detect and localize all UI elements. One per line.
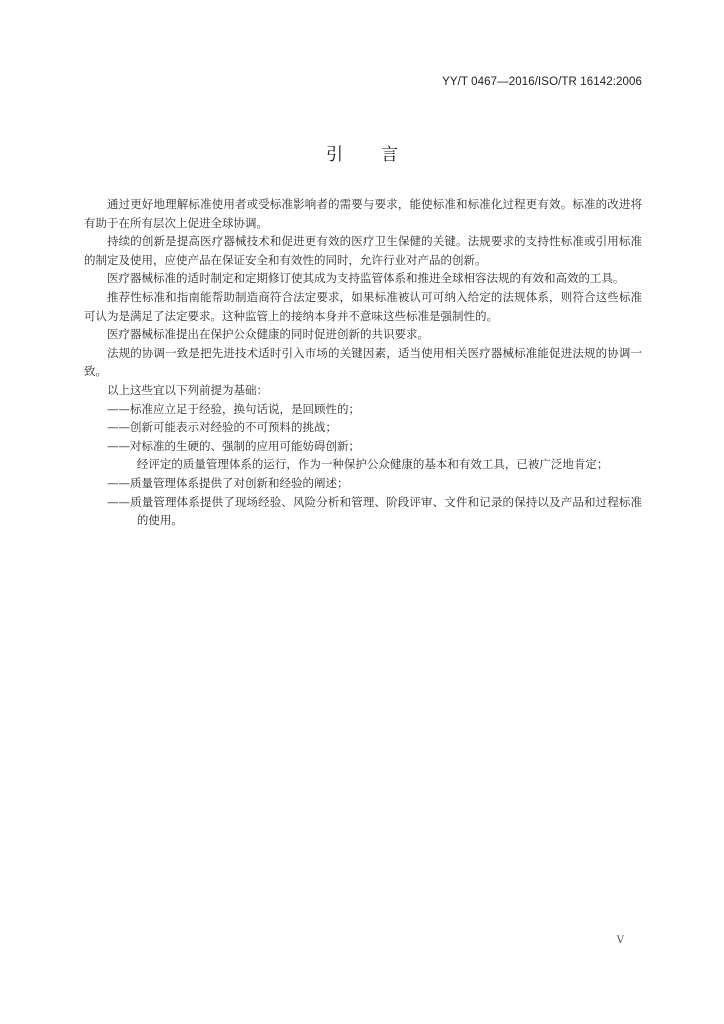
paragraph: 持续的创新是提高医疗器械技术和促进更有效的医疗卫生保健的关键。法规要求的支持性标准或引用标准的制定及使用，应使产品在保证安全和有效性的同时，允许行业对产品的创新。 (84, 234, 642, 267)
list-item: 经评定的质量管理体系的运行，作为一种保护公众健康的基本和有效工具，已被广泛地肯定； (136, 457, 609, 472)
paragraph: 法规的协调一致是把先进技术适时引入市场的关键因素，适当使用相关医疗器械标准能促进法规的协调一致。 (84, 345, 642, 379)
paragraph: 医疗器械标准提出在保护公众健康的同时促进创新的共识要求。 (107, 327, 429, 342)
list-item: ——对标准的生硬的、强制的应用可能妨碍创新； (107, 438, 360, 453)
list-item: ——质量管理体系提供了对创新和经验的阐述； (107, 475, 349, 490)
page-title: 引言 (326, 145, 436, 165)
list-item: ——创新可能表示对经验的不可预料的挑战； (107, 420, 337, 435)
document-body (84, 195, 642, 530)
paragraph: 以上这些宜以下列前提为基础： (107, 382, 268, 397)
paragraph: 推荐性标准和指南能帮助制造商符合法定要求，如果标准被认可可纳入给定的法规体系，则符合这些标准可认为是满足了法定要求。这种监管上的接纳本身并不意味这些标准是强制性的。 (84, 289, 642, 323)
list-item: ——标准应立足于经验，换句话说，是回顾性的； (107, 401, 360, 416)
paragraph: 通过更好地理解标准使用者或受标准影响者的需要与要求，能使标准和标准化过程更有效。标准的改进将有助于在所有层次上促进全球协调。 (84, 197, 642, 230)
list-item: ——质量管理体系提供了现场经验、风险分析和管理、阶段评审、文件和记录的保持以及产品和过程标准的使用。 (107, 494, 642, 528)
page-number: V (616, 935, 624, 946)
paragraph: 医疗器械标准的适时制定和定期修订使其成为支持监管体系和推进全球相容法规的有效和高效的工具。 (107, 271, 625, 286)
standard-code: YY/T 0467—2016/ISO/TR 16142:2006 (442, 76, 642, 88)
